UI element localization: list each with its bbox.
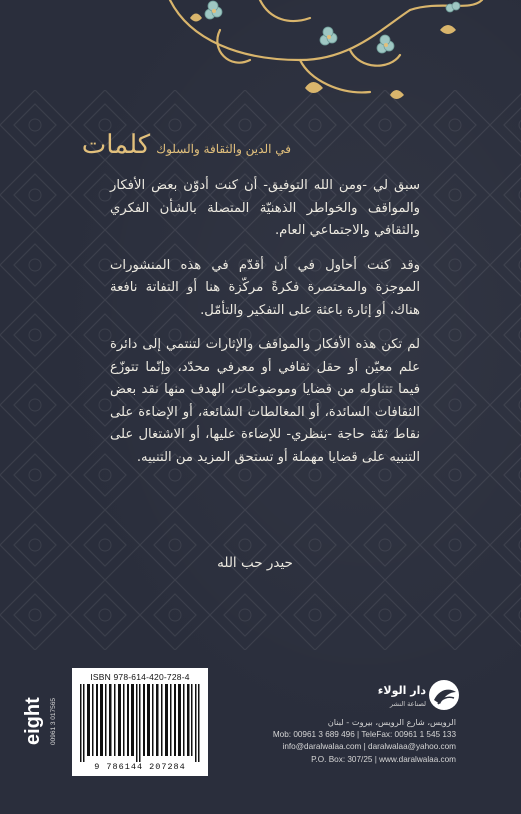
author-name: حيدر حب الله (217, 555, 293, 571)
series-title (82, 130, 291, 160)
publisher-web: P.O. Box: 307/25 | www.daralwalaa.com (311, 754, 456, 764)
imprint-code: 00961 3 017565 (50, 698, 57, 745)
floral-ornament (150, 0, 490, 110)
barcode-digits: 9 786144 207284 (94, 762, 186, 772)
barcode-icon (78, 684, 202, 762)
publisher-logo (377, 678, 510, 718)
blurb-paragraph: وقد كنت أحاول في أن أقدّم في هذه المنشورات الموجزة والمختصرة فكرةً مركّزة هنا أو التفاتة نافعة هناك، أو إثارة باعثة على التفكير والتأمّل. (110, 257, 420, 318)
blurb-paragraph: لم تكن هذه الأفكار والمواقف والإثارات لتنتمي إلى دائرة علم معيّن أو حقل ثقافي أو معرفي محدّد، وإنّما تتوزّع فيما تتناوله من قضايا وموضوعات، الهدف منها نقد بعض الثقافات السائدة، أو المغالطات الشائعة، أو الإضاءة على نقاط ثمّة حاجة -بنظري- للإضاءة عليها، أو الاشتغال على التنبيه على قضايا مهملة أو تستحق المزيد من التنبيه. (110, 337, 420, 465)
blurb-paragraph: سبق لي -ومن الله التوفيق- أن كنت أدوّن بعض الأفكار والمواقف والخواطر الذهنيّة المتصلة بالشأن الفكري والثقافي والاجتماعي العام. (110, 178, 420, 238)
isbn-label: ISBN 978-614-420-728-4 (90, 672, 190, 682)
publisher-phone: Mob: 00961 3 689 496 | TeleFax: 00961 1 545 133 (272, 729, 456, 739)
series-title-subtitle: في الدين والثقافة والسلوك (156, 142, 291, 156)
publisher-address: الرويس، شارع الرويس، بيروت - لبنان (327, 717, 456, 727)
publisher-wave-icon (428, 678, 460, 712)
publisher-tagline: لصناعة النشر (389, 700, 426, 708)
publisher-name: دار الولاء (377, 684, 426, 697)
publisher-contacts (250, 716, 456, 766)
isbn-barcode (72, 668, 208, 776)
series-title-main: كلمات (81, 130, 151, 160)
publisher-email: info@daralwalaa.com | daralwalaa@yahoo.com (282, 742, 456, 751)
imprint-logo: eight (22, 697, 44, 745)
blurb-text (110, 175, 420, 481)
